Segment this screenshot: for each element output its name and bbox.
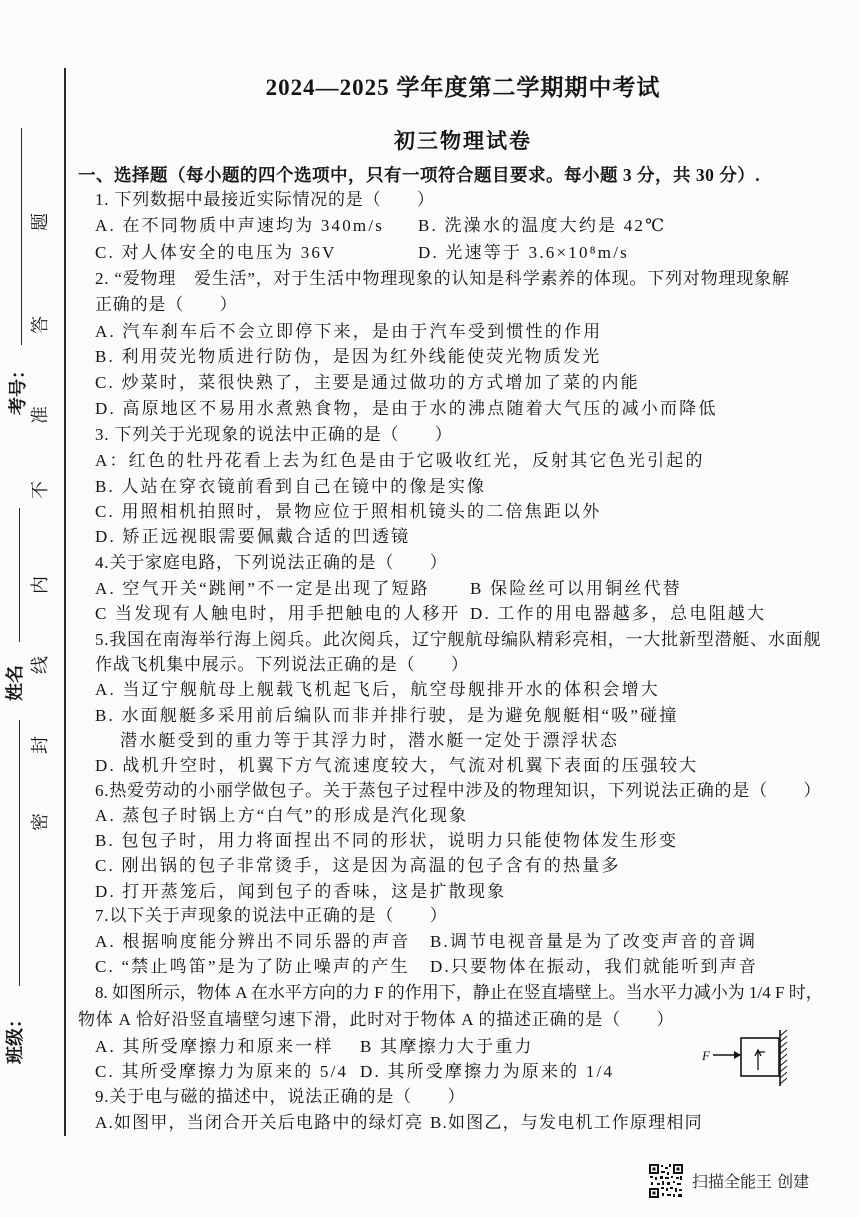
question-5-option-d: D. 战机升空时，机翼下方气流速度较大，气流对机翼下表面的压强较大 bbox=[95, 756, 699, 775]
seal-line-char: 不 bbox=[30, 481, 50, 499]
question-3-option-d: D. 矫正远视眼需要佩戴合适的凹透镜 bbox=[95, 527, 411, 546]
question-3-stem: 3. 下列关于光现象的说法中正确的是（ ） bbox=[95, 425, 453, 444]
question-1-option-a: A. 在不同物质中声速均为 340m/s bbox=[95, 216, 385, 235]
section-heading: 一、选择题（每小题的四个选项中，只有一项符合题目要求。每小题 3 分，共 30 分）. bbox=[78, 165, 761, 185]
force-diagram bbox=[700, 1030, 790, 1086]
seal-line-char: 准 bbox=[30, 406, 50, 424]
force-arrow bbox=[713, 1051, 741, 1059]
question-1-stem: 1. 下列数据中最接近实际情况的是（ ） bbox=[95, 190, 435, 209]
exam-title: 2024—2025 学年度第二学期期中考试 bbox=[265, 75, 661, 100]
question-3-option-a: A：红色的牡丹花看上去为红色是由于它吸收红光，反射其它色光引起的 bbox=[95, 451, 705, 470]
question-5-stem: 作战飞机集中展示。下列说法正确的是（ ） bbox=[95, 655, 469, 674]
binding-margin-line bbox=[64, 68, 66, 1136]
name-blank bbox=[19, 508, 20, 642]
question-7-option-a: A. 根据响度能分辨出不同乐器的声音 bbox=[95, 932, 411, 951]
question-4-option-c: C 当发现有人触电时，用手把触电的人移开 bbox=[95, 604, 461, 623]
seal-line-char: 封 bbox=[30, 736, 50, 754]
question-4-stem: 4.关于家庭电路，下列说法正确的是（ ） bbox=[95, 553, 448, 572]
wall-hatching bbox=[780, 1030, 787, 1086]
exam-number-label: 考号： bbox=[8, 361, 28, 415]
question-2-option-d: D. 高原地区不易用水煮熟食物，是由于水的沸点随着大气压的减小而降低 bbox=[95, 399, 718, 418]
question-2-stem: 正确的是（ ） bbox=[95, 295, 238, 314]
seal-line-char: 内 bbox=[30, 576, 50, 594]
question-7-option-c: C. “禁止鸣笛”是为了防止噪声的产生 bbox=[95, 957, 410, 976]
question-5-option-a: A. 当辽宁舰航母上舰载飞机起飞后，航空母舰排开水的体积会增大 bbox=[95, 680, 660, 699]
question-5-option-c: 潜水艇受到的重力等于其浮力时，潜水艇一定处于漂浮状态 bbox=[120, 731, 620, 750]
question-9-stem: 9.关于电与磁的描述中，说法正确的是（ ） bbox=[95, 1087, 466, 1106]
question-8-stem: 物体 A 恰好沿竖直墙壁匀速下滑，此时对于物体 A 的描述正确的是（ ） bbox=[78, 1010, 675, 1029]
block-mark bbox=[755, 1050, 765, 1070]
question-5-stem: 5.我国在南海举行海上阅兵。此次阅兵，辽宁舰航母编队精彩亮相，一大批新型潜艇、水面舰 bbox=[95, 630, 822, 649]
question-2-option-a: A. 汽车刹车后不会立即停下来，是由于汽车受到惯性的作用 bbox=[95, 322, 603, 341]
question-2-stem: 2. “爱物理 爱生活”，对于生活中物理现象的认知是科学素养的体现。下列对物理现象解 bbox=[95, 269, 790, 288]
question-6-stem: 6.热爱劳动的小丽学做包子。关于蒸包子过程中涉及的物理知识，下列说法正确的是（ ） bbox=[95, 781, 822, 800]
question-4-option-a: A. 空气开关“跳闸”不一定是出现了短路 bbox=[95, 579, 430, 598]
class-blank bbox=[19, 720, 20, 986]
question-1-option-b: B. 洗澡水的温度大约是 42℃ bbox=[418, 216, 667, 235]
question-3-option-c: C. 用照相机拍照时，景物应位于照相机镜头的二倍焦距以外 bbox=[95, 502, 602, 521]
question-8-stem: 8. 如图所示，物体 A 在水平方向的力 F 的作用下，静止在竖直墙壁上。当水平力减小为 1/4 F 时， bbox=[95, 983, 823, 1002]
name-label: 姓名 bbox=[5, 665, 25, 701]
seal-line-char: 线 bbox=[30, 656, 50, 674]
question-7-option-d: D.只要物体在振动，我们就能听到声音 bbox=[430, 957, 759, 976]
force-label: F bbox=[702, 1048, 710, 1063]
question-7-stem: 7.以下关于声现象的说法中正确的是（ ） bbox=[95, 906, 448, 925]
question-6-option-d: D. 打开蒸笼后，闻到包子的香味，这是扩散现象 bbox=[95, 882, 507, 901]
question-4-option-b: B 保险丝可以用铜丝代替 bbox=[470, 579, 682, 598]
question-8-option-c: C. 其所受摩擦力为原来的 5/4 bbox=[95, 1062, 349, 1081]
question-6-option-c: C. 刚出锅的包子非常烫手，这是因为高温的包子含有的热量多 bbox=[95, 856, 621, 875]
scanner-credit: 扫描全能王 创建 bbox=[692, 1172, 810, 1191]
question-9-option-b: B.如图乙，与发电机工作原理相同 bbox=[430, 1113, 703, 1132]
question-1-option-d: D. 光速等于 3.6×10⁸m/s bbox=[418, 243, 629, 262]
question-8-option-b: B 其摩擦力大于重力 bbox=[360, 1037, 534, 1056]
question-7-option-b: B.调节电视音量是为了改变声音的音调 bbox=[430, 932, 758, 951]
question-8-option-a: A. 其所受摩擦力和原来一样 bbox=[95, 1037, 334, 1056]
exam-number-blank bbox=[21, 128, 22, 345]
seal-line-char: 题 bbox=[30, 213, 50, 231]
question-6-option-b: B. 包包子时，用力将面捏出不同的形状，说明力只能使物体发生形变 bbox=[95, 831, 679, 850]
question-9-option-a: A.如图甲，当闭合开关后电路中的绿灯亮 bbox=[95, 1113, 424, 1132]
seal-line-char: 答 bbox=[30, 316, 50, 334]
seal-line-char: 密 bbox=[30, 813, 50, 831]
block-a bbox=[741, 1038, 779, 1076]
question-1-option-c: C. 对人体安全的电压为 36V bbox=[95, 243, 337, 262]
question-5-option-b: B. 水面舰艇多采用前后编队而非并排行驶，是为避免舰艇相“吸”碰撞 bbox=[95, 706, 679, 725]
question-8-option-d: D. 其所受摩擦力为原来的 1/4 bbox=[360, 1062, 615, 1081]
question-6-option-a: A. 蒸包子时锅上方“白气”的形成是汽化现象 bbox=[95, 806, 469, 825]
qr-code-icon bbox=[648, 1163, 684, 1199]
exam-subtitle: 初三物理试卷 bbox=[394, 129, 532, 153]
question-4-option-d: D. 工作的用电器越多，总电阻越大 bbox=[470, 604, 767, 623]
question-2-option-c: C. 炒菜时，菜很快熟了，主要是通过做功的方式增加了菜的内能 bbox=[95, 373, 640, 392]
class-label: 班级： bbox=[5, 1010, 25, 1064]
question-3-option-b: B. 人站在穿衣镜前看到自己在镜中的像是实像 bbox=[95, 477, 487, 496]
question-2-option-b: B. 利用荧光物质进行防伪，是因为红外线能使荧光物质发光 bbox=[95, 347, 602, 366]
